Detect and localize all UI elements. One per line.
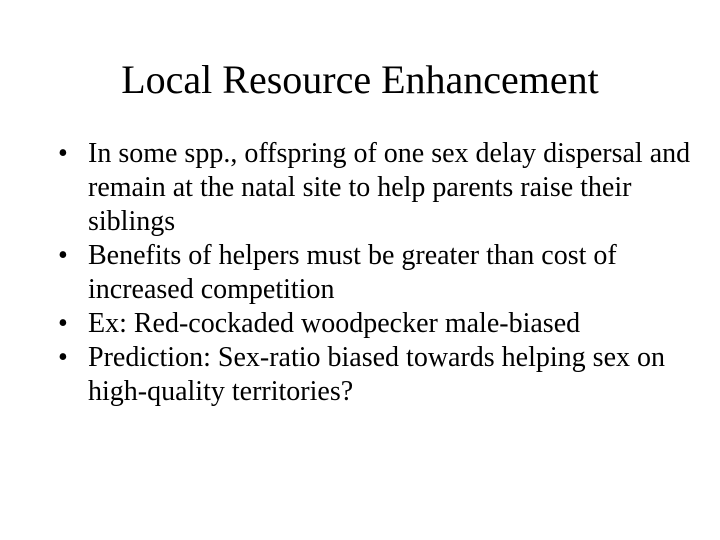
bullet-dot-icon: • bbox=[58, 342, 68, 373]
bullet-item bbox=[58, 239, 698, 307]
bullet-item bbox=[58, 341, 698, 409]
bullet-dot-icon: • bbox=[58, 138, 68, 169]
slide-title: Local Resource Enhancement bbox=[121, 57, 599, 102]
bullet-item bbox=[58, 137, 698, 239]
bullet-item bbox=[58, 307, 698, 341]
bullet-list bbox=[58, 137, 698, 409]
bullet-text: Benefits of helpers must be greater than cost of increased competition bbox=[88, 240, 617, 305]
bullet-text: In some spp., offspring of one sex delay dispersal and remain at the natal site to help parents raise their siblings bbox=[88, 138, 691, 237]
bullet-text: Ex: Red-cockaded woodpecker male-biased bbox=[88, 308, 581, 339]
bullet-dot-icon: • bbox=[58, 240, 68, 271]
bullet-dot-icon: • bbox=[58, 308, 68, 339]
bullet-text: Prediction: Sex-ratio biased towards helping sex on high-quality territories? bbox=[88, 342, 665, 407]
